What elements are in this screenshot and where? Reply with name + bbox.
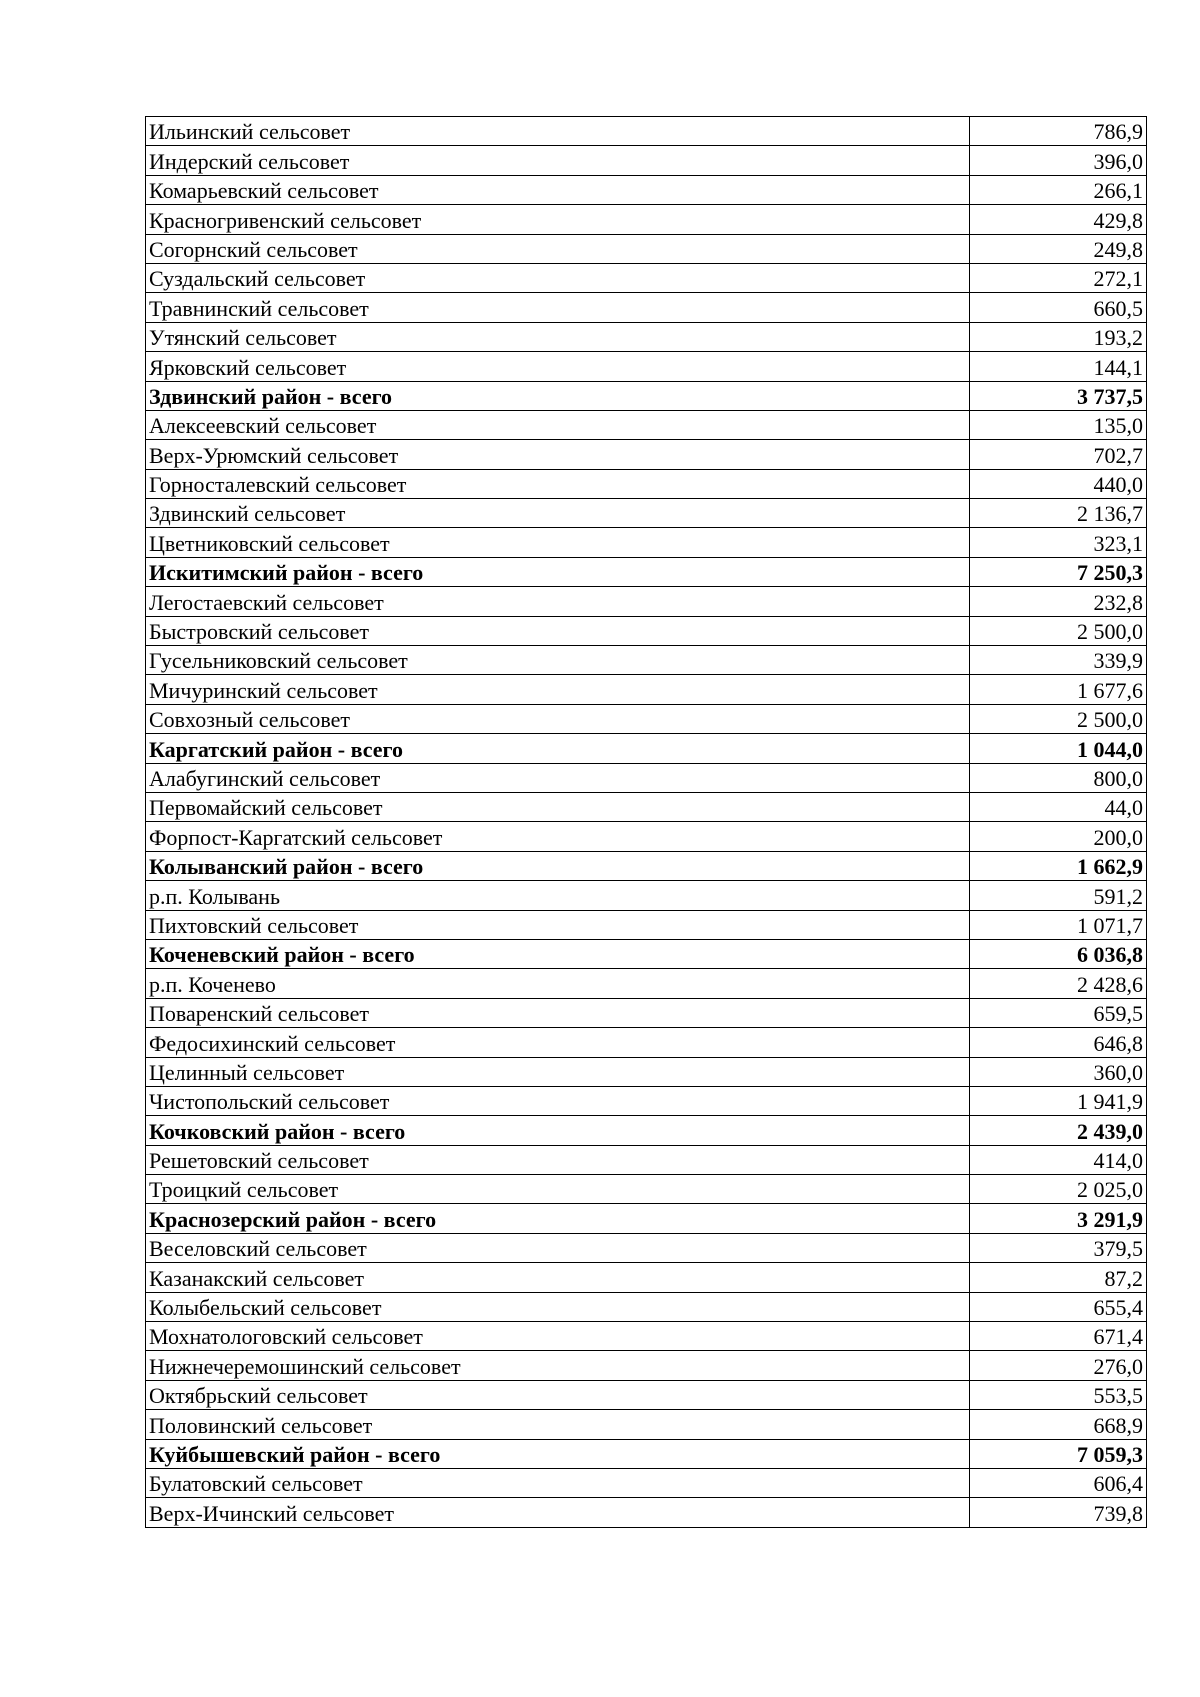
amount-value: 44,0 <box>970 792 1147 821</box>
table-row <box>146 792 1147 821</box>
settlement-name: Суздальский сельсовет <box>146 263 970 292</box>
amount-value: 2 025,0 <box>970 1175 1147 1204</box>
settlement-name: Мохнатологовский сельсовет <box>146 1322 970 1351</box>
settlement-name: Верх-Ичинский сельсовет <box>146 1498 970 1527</box>
settlement-name: Троицкий сельсовет <box>146 1175 970 1204</box>
table-row <box>146 1028 1147 1057</box>
table-row <box>146 175 1147 204</box>
table-row <box>146 469 1147 498</box>
amount-value: 1 071,7 <box>970 910 1147 939</box>
amount-value: 668,9 <box>970 1410 1147 1439</box>
settlement-name: Ильинский сельсовет <box>146 117 970 146</box>
amount-value: 266,1 <box>970 175 1147 204</box>
district-total-row <box>146 1204 1147 1233</box>
district-name: Краснозерский район - всего <box>146 1204 970 1233</box>
amount-value: 660,5 <box>970 293 1147 322</box>
amount-value: 553,5 <box>970 1380 1147 1409</box>
settlement-name: Цветниковский сельсовет <box>146 528 970 557</box>
settlement-name: Решетовский сельсовет <box>146 1145 970 1174</box>
district-name: Здвинский район - всего <box>146 381 970 410</box>
district-total-value: 1 044,0 <box>970 734 1147 763</box>
amount-value: 360,0 <box>970 1057 1147 1086</box>
district-total-row <box>146 1439 1147 1468</box>
district-total-row <box>146 557 1147 586</box>
table-row <box>146 910 1147 939</box>
table-row <box>146 704 1147 733</box>
amount-value: 144,1 <box>970 352 1147 381</box>
district-name: Каргатский район - всего <box>146 734 970 763</box>
table-row <box>146 1468 1147 1497</box>
table-row <box>146 1233 1147 1262</box>
settlement-name: Индерский сельсовет <box>146 146 970 175</box>
settlement-name: Утянский сельсовет <box>146 322 970 351</box>
settlement-name: Казанакский сельсовет <box>146 1263 970 1292</box>
amount-value: 414,0 <box>970 1145 1147 1174</box>
table-row <box>146 1410 1147 1439</box>
district-total-value: 7 250,3 <box>970 557 1147 586</box>
amount-value: 396,0 <box>970 146 1147 175</box>
settlement-name: Согорнский сельсовет <box>146 234 970 263</box>
settlement-name: Целинный сельсовет <box>146 1057 970 1086</box>
amount-value: 232,8 <box>970 587 1147 616</box>
table-row <box>146 675 1147 704</box>
table-row <box>146 616 1147 645</box>
amount-value: 671,4 <box>970 1322 1147 1351</box>
settlement-name: Красногривенский сельсовет <box>146 205 970 234</box>
settlement-name: Верх-Урюмский сельсовет <box>146 440 970 469</box>
table-row <box>146 1145 1147 1174</box>
district-name: Коченевский район - всего <box>146 939 970 968</box>
table-row <box>146 822 1147 851</box>
table-row <box>146 440 1147 469</box>
settlement-name: Половинский сельсовет <box>146 1410 970 1439</box>
settlement-name: Гусельниковский сельсовет <box>146 646 970 675</box>
district-total-row <box>146 1116 1147 1145</box>
amount-value: 193,2 <box>970 322 1147 351</box>
district-total-row <box>146 381 1147 410</box>
amount-value: 2 428,6 <box>970 969 1147 998</box>
district-total-value: 2 439,0 <box>970 1116 1147 1145</box>
table-row <box>146 234 1147 263</box>
table-row <box>146 263 1147 292</box>
settlement-name: Ярковский сельсовет <box>146 352 970 381</box>
settlement-name: Чистопольский сельсовет <box>146 1086 970 1115</box>
settlement-name: Алабугинский сельсовет <box>146 763 970 792</box>
settlement-name: Нижнечеремошинский сельсовет <box>146 1351 970 1380</box>
amount-value: 786,9 <box>970 117 1147 146</box>
district-name: Колыванский район - всего <box>146 851 970 880</box>
amount-value: 591,2 <box>970 881 1147 910</box>
table-row <box>146 322 1147 351</box>
settlement-name: Быстровский сельсовет <box>146 616 970 645</box>
amount-value: 800,0 <box>970 763 1147 792</box>
district-total-row <box>146 851 1147 880</box>
settlement-name: Совхозный сельсовет <box>146 704 970 733</box>
district-total-value: 6 036,8 <box>970 939 1147 968</box>
district-name: Куйбышевский район - всего <box>146 1439 970 1468</box>
table-row <box>146 587 1147 616</box>
settlement-name: Мичуринский сельсовет <box>146 675 970 704</box>
district-total-value: 1 662,9 <box>970 851 1147 880</box>
amount-value: 739,8 <box>970 1498 1147 1527</box>
settlement-name: Булатовский сельсовет <box>146 1468 970 1497</box>
amount-value: 440,0 <box>970 469 1147 498</box>
district-total-value: 3 291,9 <box>970 1204 1147 1233</box>
settlement-name: р.п. Коченево <box>146 969 970 998</box>
amount-value: 323,1 <box>970 528 1147 557</box>
amount-value: 1 677,6 <box>970 675 1147 704</box>
amount-value: 429,8 <box>970 205 1147 234</box>
amount-value: 272,1 <box>970 263 1147 292</box>
district-total-row <box>146 734 1147 763</box>
amount-value: 87,2 <box>970 1263 1147 1292</box>
amount-value: 2 500,0 <box>970 616 1147 645</box>
table-row <box>146 1263 1147 1292</box>
table-row <box>146 1057 1147 1086</box>
amount-value: 379,5 <box>970 1233 1147 1262</box>
settlement-name: Здвинский сельсовет <box>146 499 970 528</box>
settlement-name: Форпост-Каргатский сельсовет <box>146 822 970 851</box>
amount-value: 249,8 <box>970 234 1147 263</box>
table-row <box>146 1351 1147 1380</box>
amount-value: 1 941,9 <box>970 1086 1147 1115</box>
amount-value: 646,8 <box>970 1028 1147 1057</box>
table-row <box>146 499 1147 528</box>
settlement-name: Комарьевский сельсовет <box>146 175 970 204</box>
table-row <box>146 293 1147 322</box>
settlement-name: Поваренский сельсовет <box>146 998 970 1027</box>
amount-value: 200,0 <box>970 822 1147 851</box>
amount-value: 655,4 <box>970 1292 1147 1321</box>
settlement-name: Первомайский сельсовет <box>146 792 970 821</box>
settlement-name: Травнинский сельсовет <box>146 293 970 322</box>
district-name: Искитимский район - всего <box>146 557 970 586</box>
table-row <box>146 528 1147 557</box>
settlement-name: Октябрьский сельсовет <box>146 1380 970 1409</box>
settlement-name: Легостаевский сельсовет <box>146 587 970 616</box>
table-row <box>146 352 1147 381</box>
table-row <box>146 1175 1147 1204</box>
amount-value: 2 500,0 <box>970 704 1147 733</box>
table-row <box>146 410 1147 439</box>
district-total-value: 7 059,3 <box>970 1439 1147 1468</box>
amount-value: 2 136,7 <box>970 499 1147 528</box>
settlement-name: р.п. Колывань <box>146 881 970 910</box>
table-row <box>146 1292 1147 1321</box>
settlement-name: Горносталевский сельсовет <box>146 469 970 498</box>
amount-value: 659,5 <box>970 998 1147 1027</box>
table-row <box>146 969 1147 998</box>
table-row <box>146 205 1147 234</box>
table-row <box>146 1380 1147 1409</box>
table-row <box>146 1086 1147 1115</box>
table-row <box>146 117 1147 146</box>
settlement-name: Федосихинский сельсовет <box>146 1028 970 1057</box>
table-row <box>146 1322 1147 1351</box>
district-name: Кочковский район - всего <box>146 1116 970 1145</box>
table-row <box>146 646 1147 675</box>
settlement-name: Веселовский сельсовет <box>146 1233 970 1262</box>
amount-value: 276,0 <box>970 1351 1147 1380</box>
amount-value: 339,9 <box>970 646 1147 675</box>
table-row <box>146 1498 1147 1527</box>
settlement-name: Колыбельский сельсовет <box>146 1292 970 1321</box>
district-total-value: 3 737,5 <box>970 381 1147 410</box>
table-row <box>146 881 1147 910</box>
settlement-name: Алексеевский сельсовет <box>146 410 970 439</box>
amount-value: 606,4 <box>970 1468 1147 1497</box>
table-row <box>146 763 1147 792</box>
table-body <box>146 117 1147 1528</box>
allocation-table <box>145 116 1147 1528</box>
table-row <box>146 146 1147 175</box>
table-row <box>146 998 1147 1027</box>
amount-value: 135,0 <box>970 410 1147 439</box>
settlement-name: Пихтовский сельсовет <box>146 910 970 939</box>
district-total-row <box>146 939 1147 968</box>
amount-value: 702,7 <box>970 440 1147 469</box>
